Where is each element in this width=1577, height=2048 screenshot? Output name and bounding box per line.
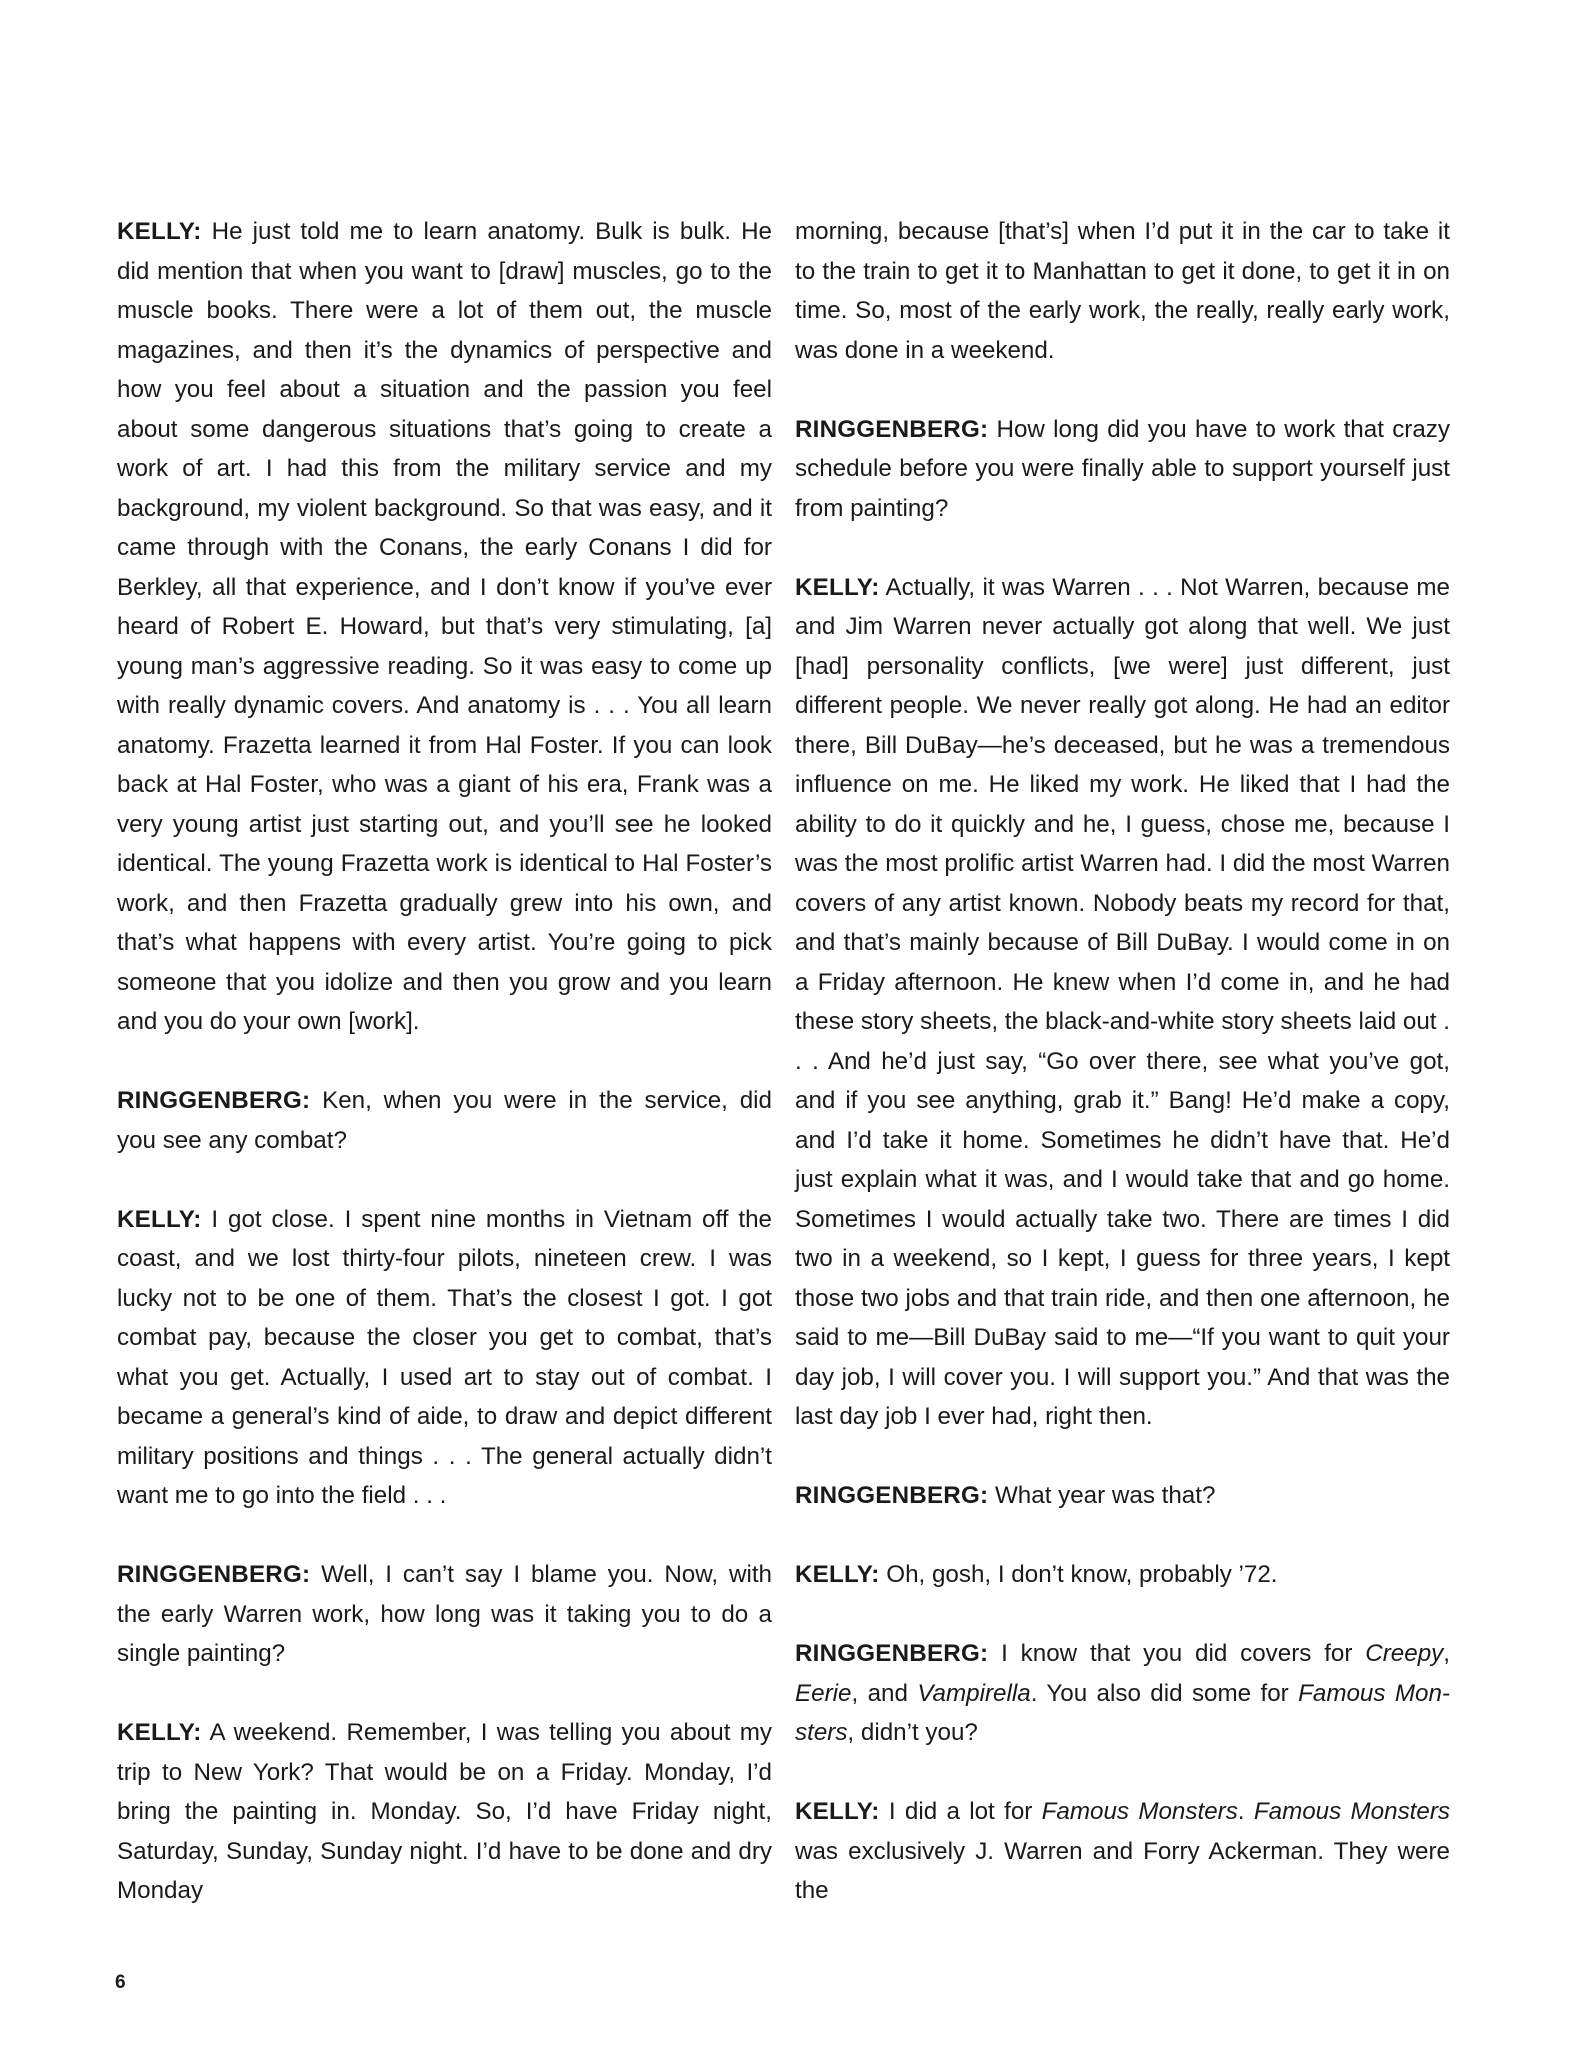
- publication-title: Creepy: [1365, 1640, 1444, 1667]
- paragraph-text: morning, because [that’s] when I’d put it in the car to take it to the train to get it to Manhattan to get it done, to get it in on time. So, most of the early work, the really, really early work, was done in a weekend.: [795, 218, 1450, 364]
- speaker-label: KELLY:: [795, 573, 880, 601]
- interview-paragraph: [117, 1555, 772, 1674]
- speaker-label: RINGGENBERG:: [117, 1087, 311, 1114]
- speaker-label: RINGGENBERG:: [795, 1482, 989, 1509]
- speaker-label: KELLY:: [117, 1205, 202, 1233]
- speaker-label: KELLY:: [795, 1561, 880, 1588]
- interview-paragraph: [795, 1555, 1450, 1595]
- paragraph-text: Actually, it was Warren . . . Not Warren, because me and Jim Warren never actually got along that well. We just [had] personality conflicts, [we were] just different, just different people. We never really got along. He had an editor there, Bill DuBay—he’s deceased, but he was a tremendous influence on me. He liked my work. He liked that I had the ability to do it quickly and he, I guess, chose me, because I was the most prolific artist Warren had. I did the most Warren covers of any artist known. Nobody beats my record for that, and that’s mainly because of Bill DuBay. I would come in on a Friday afternoon. He knew when I’d come in, and he had these story sheets, the black-and-white story sheets laid out . . . And he’d just say, “Go over there, see what you’ve got, and if you see anything, grab it.” Bang! He’d make a copy, and I’d take it home. Sometimes he didn’t have that. He’d just explain what it was, and I would take that and go home. Sometimes I would actually take two. There are times I did two in a weekend, so I kept, I guess for three years, I kept those two jobs and that train ride, and then one afternoon, he said to me—Bill DuBay said to me—“If you want to quit your day job, I will cover you. I will support you.” And that was the last day job I ever had, right then.: [795, 573, 1450, 1430]
- paragraph-text: I got close. I spent nine months in Vietnam off the coast, and we lost thirty-four pilots, nineteen crew. I was lucky not to be one of them. That’s the closest I got. I got combat pay, because the closer you get to combat, that’s what you get. Actually, I used art to stay out of combat. I became a general’s kind of aide, to draw and depict different military positions and things . . . The general actually didn’t want me to go into the field . . .: [117, 1205, 772, 1509]
- speaker-label: KELLY:: [795, 1798, 880, 1825]
- interview-paragraph: [795, 1792, 1450, 1911]
- interview-paragraph: [117, 1713, 772, 1911]
- left-column: [117, 212, 772, 1950]
- publication-title: Famous Monsters: [1253, 1798, 1450, 1825]
- paragraph-text: A weekend. Remember, I was telling you about my trip to New York? That would be on a Friday. Monday, I’d bring the painting in. Monday. So, I’d have Friday night, Saturday, Sunday, Sunday night. I’d have to be done and dry Monday: [117, 1719, 772, 1904]
- paragraph-text: He just told me to learn anatomy. Bulk is bulk. He did mention that when you want to [draw] muscles, go to the muscle books. There were a lot of them out, the muscle magazines, and then it’s the dynamics of perspective and how you feel about a situation and the passion you feel about some dangerous situations that’s going to create a work of art. I had this from the military service and my background, my violent background. So that was easy, and it came through with the Conans, the early Conans I did for Berkley, all that experience, and I don’t know if you’ve ever heard of Robert E. Howard, but that’s very stimulating, [a] young man’s aggressive reading. So it was easy to come up with really dynamic covers. And anatomy is . . . You all learn anatomy. Frazetta learned it from Hal Foster. If you can look back at Hal Foster, who was a giant of his era, Frank was a very young artist just starting out, and you’ll see he looked identical. The young Frazetta work is identical to Hal Foster’s work, and then Frazetta gradually grew into his own, and that’s what happens with every artist. You’re going to pick someone that you idolize and then you grow and you learn and you do your own [work].: [117, 218, 772, 1035]
- publication-title: Famous Monsters: [795, 1679, 1450, 1746]
- paragraph-text: ,: [1443, 1640, 1450, 1667]
- paragraph-text: I did a lot for: [879, 1798, 1042, 1825]
- paragraph-text: , and: [851, 1679, 918, 1707]
- paragraph-text: I know that you did covers for: [988, 1640, 1366, 1667]
- paragraph-text: Oh, gosh, I don’t know, probably ’72.: [879, 1561, 1278, 1588]
- interview-paragraph: [795, 410, 1450, 529]
- paragraph-text: Ken, when you were in the service, did you see any combat?: [117, 1087, 772, 1154]
- speaker-label: RINGGENBERG:: [795, 1640, 989, 1667]
- speaker-label: KELLY:: [117, 1719, 202, 1746]
- paragraph-text: How long did you have to work that crazy schedule before you were finally able to support yourself just from painting?: [795, 415, 1450, 522]
- right-column: [795, 212, 1450, 1950]
- speaker-label: KELLY:: [117, 218, 202, 245]
- speaker-label: RINGGENBERG:: [795, 415, 989, 443]
- paragraph-text: was exclusively J. Warren and Forry Ackerman. They were the: [795, 1837, 1450, 1904]
- page-number: 6: [115, 1972, 126, 1993]
- paragraph-text: .: [1237, 1798, 1254, 1825]
- paragraph-text: What year was that?: [988, 1482, 1216, 1509]
- interview-paragraph: [117, 1200, 772, 1516]
- interview-paragraph: [117, 1081, 772, 1160]
- paragraph-text: . You also did some for: [1030, 1679, 1299, 1707]
- publication-title: Famous Monsters: [1041, 1798, 1238, 1825]
- publication-title: Vampirella: [917, 1679, 1031, 1707]
- interview-paragraph: [795, 568, 1450, 1437]
- interview-paragraph: [795, 212, 1450, 370]
- publication-title: Eerie: [795, 1679, 852, 1707]
- paragraph-text: Well, I can’t say I blame you. Now, with the early Warren work, how long was it taking you to do a single painting?: [117, 1561, 772, 1667]
- speaker-label: RINGGENBERG:: [117, 1561, 311, 1588]
- paragraph-text: , didn’t you?: [847, 1719, 978, 1746]
- interview-paragraph: [117, 212, 772, 1042]
- interview-paragraph: [795, 1476, 1450, 1516]
- interview-paragraph: [795, 1634, 1450, 1753]
